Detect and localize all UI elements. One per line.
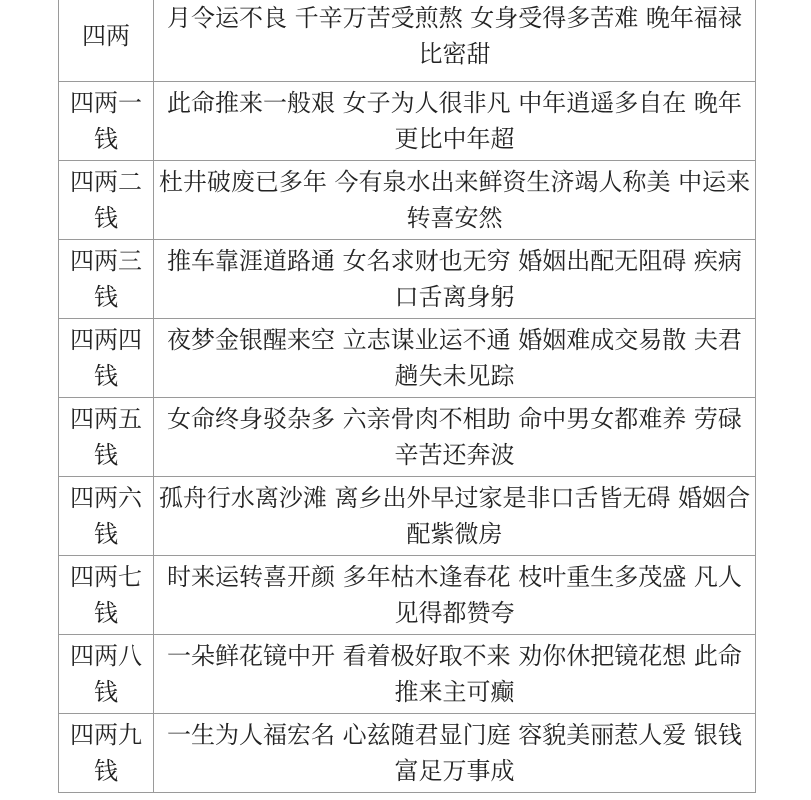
verse-cell: 女命终身驳杂多 六亲骨肉不相助 命中男女都难养 劳碌辛苦还奔波 (154, 398, 756, 477)
verse-cell: 夜梦金银醒来空 立志谋业运不通 婚姻难成交易散 夫君趟失未见踪 (154, 319, 756, 398)
weight-cell: 四两七钱 (59, 556, 154, 635)
table-row (59, 161, 756, 240)
fate-table-container (58, 0, 753, 793)
verse-cell: 孤舟行水离沙滩 离乡出外早过家是非口舌皆无碍 婚姻合配紫微房 (154, 477, 756, 556)
bone-weight-fate-table (58, 0, 756, 793)
table-row (59, 0, 756, 82)
table-row (59, 556, 756, 635)
verse-cell: 推车靠涯道路通 女名求财也无穷 婚姻出配无阻碍 疾病口舌离身躬 (154, 240, 756, 319)
table-row (59, 240, 756, 319)
verse-cell: 一生为人福宏名 心兹随君显门庭 容貌美丽惹人爱 银钱富足万事成 (154, 714, 756, 793)
table-row (59, 477, 756, 556)
verse-cell: 时来运转喜开颜 多年枯木逢春花 枝叶重生多茂盛 凡人见得都赞夸 (154, 556, 756, 635)
weight-cell: 四两 (59, 0, 154, 82)
table-row (59, 635, 756, 714)
verse-cell: 月令运不良 千辛万苦受煎熬 女身受得多苦难 晚年福禄比密甜 (154, 0, 756, 82)
table-row (59, 714, 756, 793)
verse-cell: 此命推来一般艰 女子为人很非凡 中年逍遥多自在 晚年更比中年超 (154, 82, 756, 161)
table-row (59, 319, 756, 398)
weight-cell: 四两二钱 (59, 161, 154, 240)
weight-cell: 四两四钱 (59, 319, 154, 398)
weight-cell: 四两九钱 (59, 714, 154, 793)
weight-cell: 四两八钱 (59, 635, 154, 714)
weight-cell: 四两一钱 (59, 82, 154, 161)
weight-cell: 四两五钱 (59, 398, 154, 477)
table-row (59, 82, 756, 161)
weight-cell: 四两三钱 (59, 240, 154, 319)
verse-cell: 杜井破废已多年 今有泉水出来鲜资生济竭人称美 中运来转喜安然 (154, 161, 756, 240)
weight-cell: 四两六钱 (59, 477, 154, 556)
verse-cell: 一朵鲜花镜中开 看着极好取不来 劝你休把镜花想 此命推来主可癫 (154, 635, 756, 714)
table-body (59, 0, 756, 793)
table-row (59, 398, 756, 477)
